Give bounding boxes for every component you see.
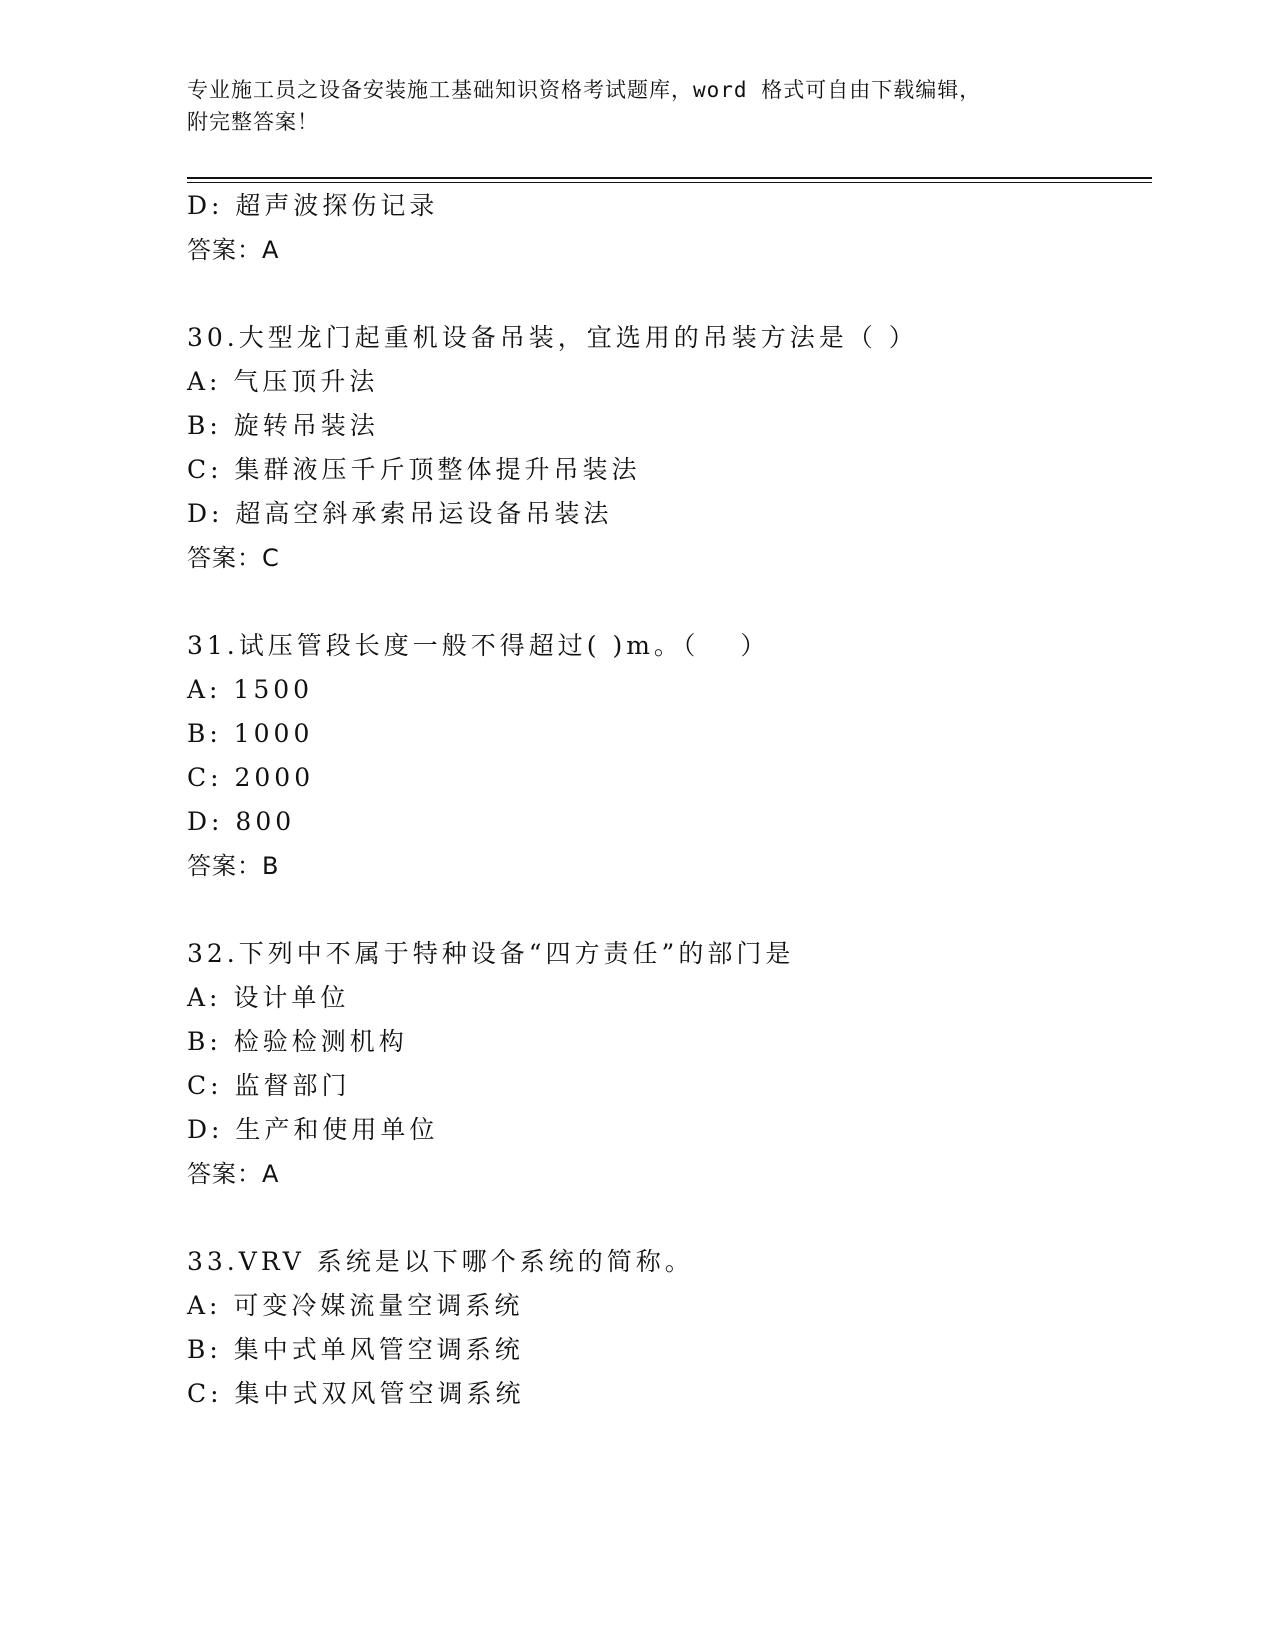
question-31-option-a: A: 1500: [187, 675, 314, 704]
question-30-option-c: C: 集群液压千斤顶整体提升吊装法: [187, 455, 641, 484]
question-30-answer: 答案：C: [187, 544, 280, 572]
question-31-answer: 答案：B: [187, 852, 280, 880]
header-divider-thick: [187, 177, 1152, 179]
question-32-option-a: A: 设计单位: [187, 983, 350, 1012]
question-32-option-b: B: 检验检测机构: [187, 1027, 408, 1056]
question-32-answer: 答案：A: [187, 1160, 280, 1188]
question-33-stem: 33.VRV 系统是以下哪个系统的简称。: [187, 1247, 694, 1276]
header-line-1: 专业施工员之设备安装施工基础知识资格考试题库，word 格式可自由下载编辑，: [187, 78, 982, 102]
header-line-2: 附完整答案！: [187, 110, 319, 134]
question-30-option-b: B: 旋转吊装法: [187, 411, 379, 440]
question-33-option-c: C: 集中式双风管空调系统: [187, 1379, 525, 1408]
question-31-stem: 31.试压管段长度一般不得超过( )m。（ ）: [187, 631, 770, 660]
question-30-option-d: D: 超高空斜承索吊运设备吊装法: [187, 499, 613, 528]
question-31-option-c: C: 2000: [187, 763, 315, 792]
prev-option-d: D: 超声波探伤记录: [187, 191, 439, 220]
question-30-stem: 30.大型龙门起重机设备吊装，宜选用的吊装方法是（ ）: [187, 323, 918, 352]
header-divider-thin: [187, 182, 1152, 183]
prev-answer: 答案：A: [187, 236, 280, 264]
question-33-option-b: B: 集中式单风管空调系统: [187, 1335, 524, 1364]
page-header: [187, 74, 1087, 138]
question-31-option-d: D: 800: [187, 807, 296, 836]
question-30-option-a: A: 气压顶升法: [187, 367, 379, 396]
question-33-option-a: A: 可变冷媒流量空调系统: [187, 1291, 524, 1320]
question-32-option-d: D: 生产和使用单位: [187, 1115, 439, 1144]
question-32-stem: 32.下列中不属于特种设备“四方责任”的部门是: [187, 939, 795, 968]
question-32-option-c: C: 监督部门: [187, 1071, 351, 1100]
question-31-option-b: B: 1000: [187, 719, 314, 748]
